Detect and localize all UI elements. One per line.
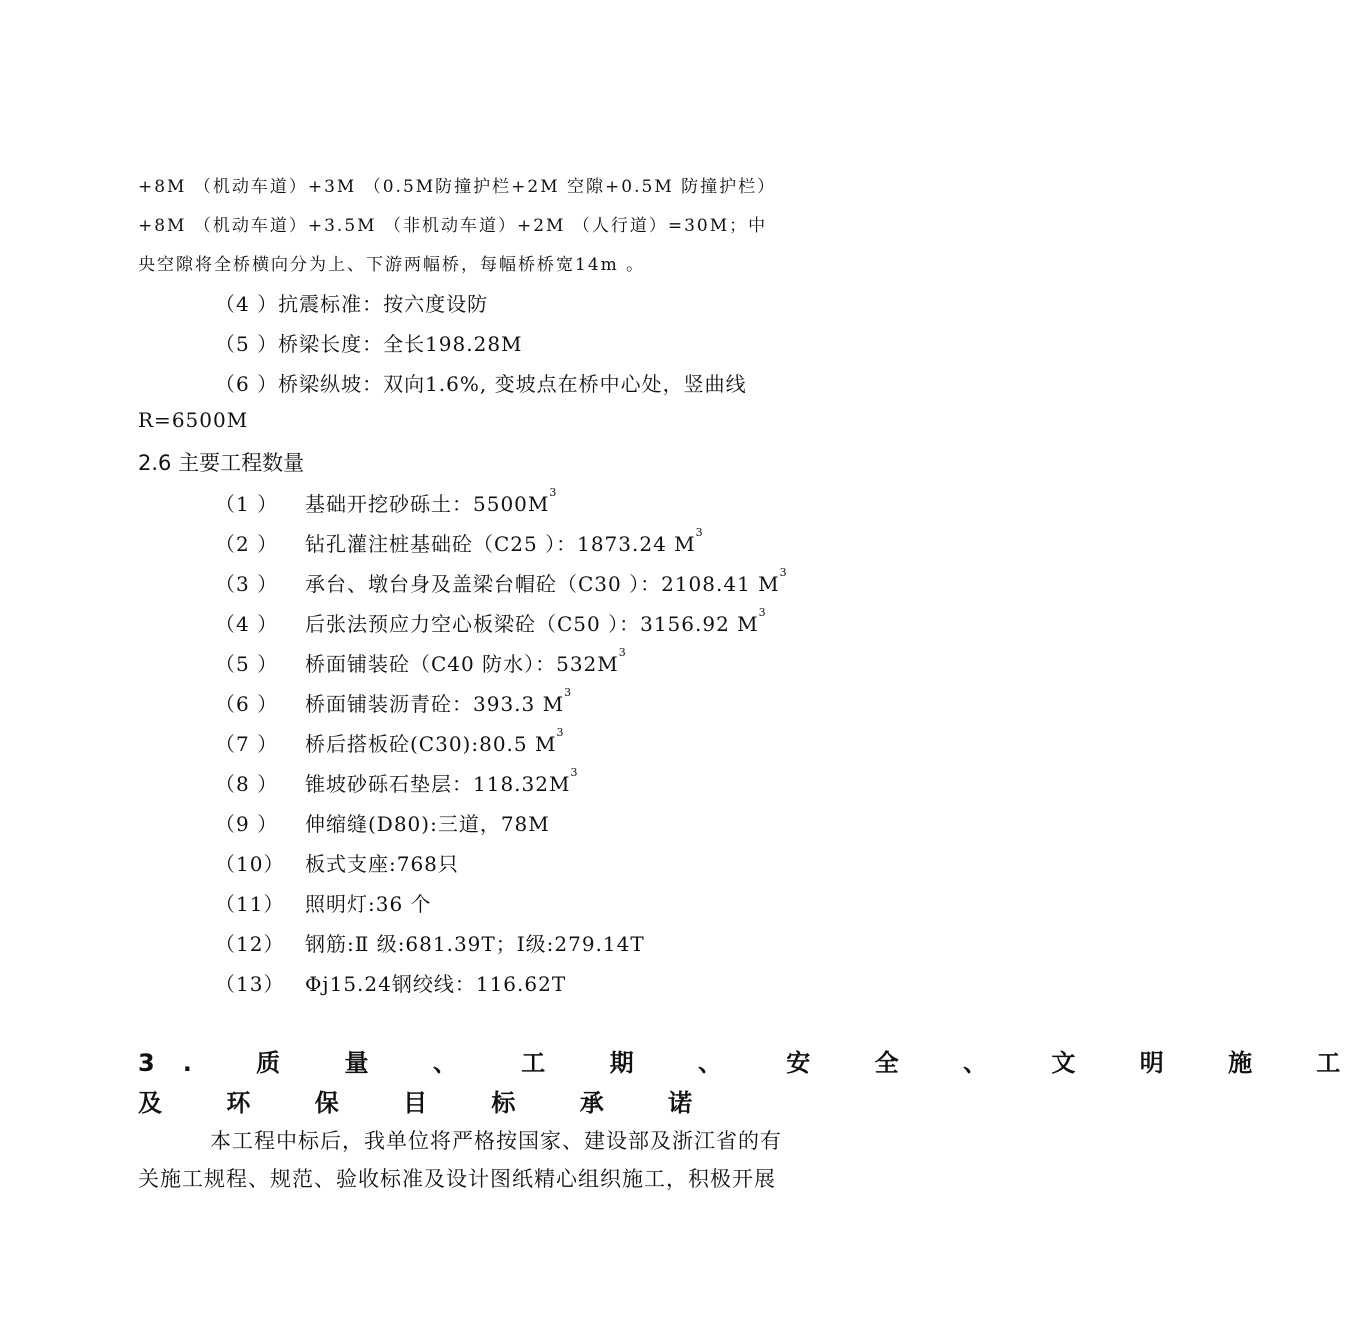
quantity-item-number: （3 ） [215,572,279,596]
spec-length: （5 ）桥梁长度：全长198.28M [215,332,523,356]
quantity-item-text: 桥后搭板砼(C30):80.5 M [305,732,557,756]
quantity-item-number: （7 ） [215,732,279,756]
quantity-item [215,568,788,597]
quantity-item-number: （2 ） [215,532,279,556]
quantity-item [215,768,578,797]
quantity-item-number: （10） [215,852,285,876]
quantity-item [215,808,550,837]
quantity-item-number: （11） [215,892,285,916]
quantity-item-number: （12） [215,932,285,956]
quantity-item [215,728,564,757]
quantity-item-unit-exponent: 3 [758,606,767,619]
quantity-item-unit-exponent: 3 [549,486,558,499]
section-3-title-line2: 及 环 保 目 标 承 诺 [138,1089,721,1117]
section-2-6-title: 2.6 主要工程数量 [138,451,305,475]
quantity-item-text: 桥面铺装沥青砼：393.3 M [305,692,565,716]
quantity-item [215,608,767,637]
closing-paragraph-line1: 本工程中标后，我单位将严格按国家、建设部及浙江省的有 [210,1129,782,1153]
spec-seismic: （4 ）抗震标准：按六度设防 [215,292,489,316]
quantity-item [215,528,704,557]
quantity-item-unit-exponent: 3 [779,566,788,579]
intro-line-2: +8M （机动车道）+3.5M （非机动车道）+2M （人行道）=30M；中 [138,216,768,236]
quantity-item-unit-exponent: 3 [618,646,627,659]
intro-line-1: +8M （机动车道）+3M （0.5M防撞护栏+2M 空隙+0.5M 防撞护栏） [138,177,777,197]
quantity-item-text: 后张法预应力空心板梁砼（C50 ）：3156.92 M [305,612,759,636]
quantity-item [215,928,645,957]
spec-slope: （6 ）桥梁纵坡：双向1.6%, 变坡点在桥中心处，竖曲线 [215,372,747,396]
quantity-item-text: 基础开挖砂砾土：5500M [305,492,550,516]
quantity-item-number: （8 ） [215,772,279,796]
quantity-item [215,648,627,677]
quantity-item [215,688,572,717]
quantity-item-number: （6 ） [215,692,279,716]
section-3-title-line1: 3. 质 量 、 工 期 、 安 全 、 文 明 施 工 [138,1049,1368,1077]
quantity-item-text: 承台、墩台身及盖梁台帽砼（C30 ）：2108.41 M [305,572,780,596]
quantity-item [215,488,557,517]
quantity-item-number: （9 ） [215,812,279,836]
quantity-item-number: （4 ） [215,612,279,636]
spec-slope-cont: R=6500M [138,408,249,432]
quantity-item [215,848,459,877]
quantity-item-number: （1 ） [215,492,279,516]
quantity-item-unit-exponent: 3 [564,686,573,699]
quantity-item-text: 板式支座:768只 [305,852,459,876]
quantity-item-text: 伸缩缝(D80):三道，78M [305,812,550,836]
quantity-item-text: 锥坡砂砾石垫层：118.32M [305,772,571,796]
quantity-item [215,968,566,997]
quantity-item-unit-exponent: 3 [695,526,704,539]
quantity-item-unit-exponent: 3 [570,766,579,779]
quantity-item-text: 钢筋:Ⅱ 级:681.39T；Ⅰ级:279.14T [305,932,645,956]
quantity-item-text: Φj15.24钢绞线：116.62T [305,972,567,996]
quantity-item-text: 照明灯:36 个 [305,892,432,916]
quantity-item [215,888,432,917]
intro-line-3: 央空隙将全桥横向分为上、下游两幅桥，每幅桥桥宽14m 。 [138,255,646,275]
closing-paragraph-line2: 关施工规程、规范、验收标准及设计图纸精心组织施工，积极开展 [138,1167,776,1191]
quantity-item-number: （13） [215,972,285,996]
quantity-item-text: 钻孔灌注桩基础砼（C25 ）：1873.24 M [305,532,696,556]
quantity-item-unit-exponent: 3 [556,726,565,739]
quantity-item-number: （5 ） [215,652,279,676]
quantity-item-text: 桥面铺装砼（C40 防水）：532M [305,652,619,676]
